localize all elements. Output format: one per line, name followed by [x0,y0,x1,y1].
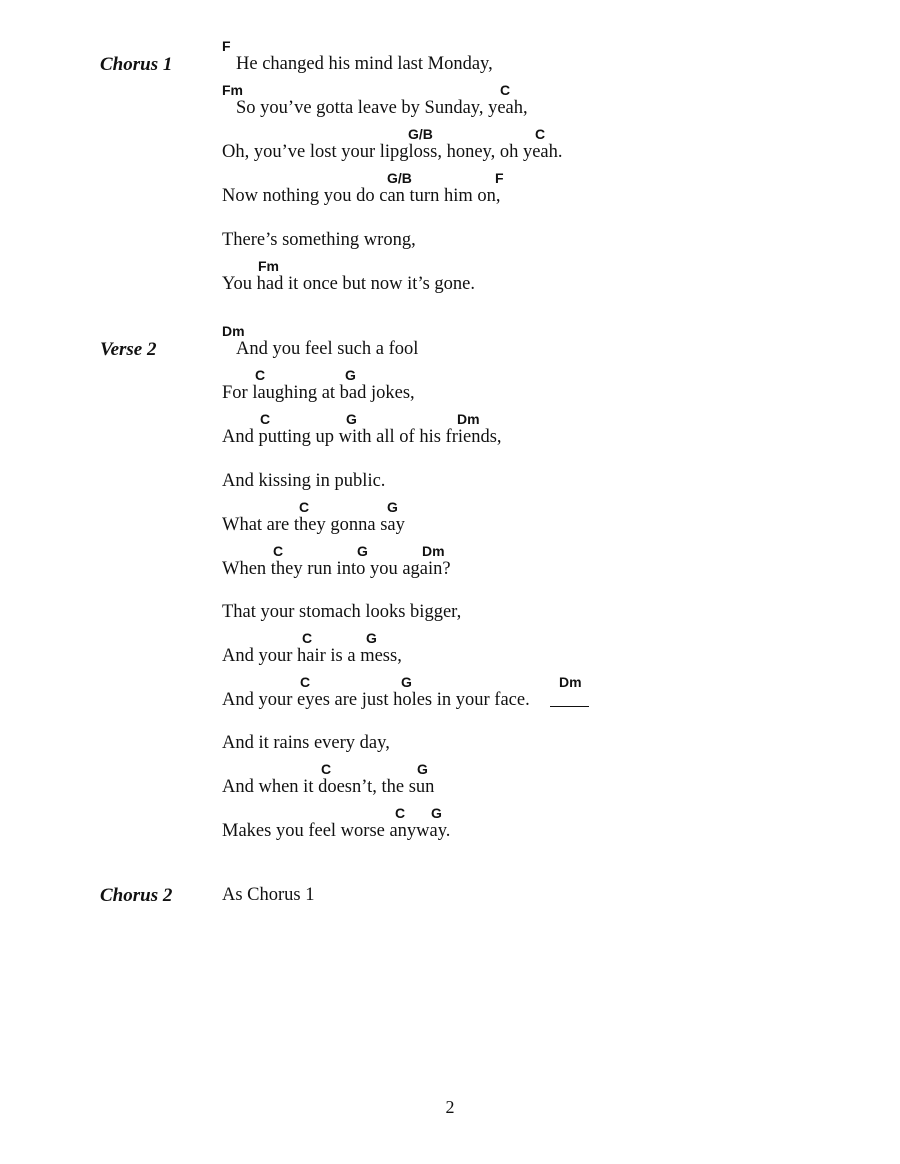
chord: G/B [387,170,412,186]
section-label-verse-2: Verse 2 [100,339,157,360]
lyric-line: And it rains every day, [222,733,390,753]
page-number: 2 [445,1097,455,1117]
chord: F [495,170,504,186]
lyric-line: When they run into you again? [222,559,451,579]
chord: C [299,499,310,515]
chord: C [302,630,313,646]
chord: F [222,38,231,54]
lyric-line: And putting up with all of his friends, [222,427,502,447]
lyric-line: And your eyes are just holes in your face. [222,690,530,710]
lyric-line: Now nothing you do can turn him on, [222,186,501,206]
lyric-line: You had it once but now it’s gone. [222,274,476,294]
section-label-chorus-1: Chorus 1 [100,54,173,75]
chord: Dm [422,543,445,559]
chorus-2-reference: As Chorus 1 [222,885,315,905]
lyric-line: And kissing in public. [222,471,386,491]
chord: C [300,674,311,690]
chord: C [260,411,271,427]
chord: C [395,805,406,821]
section-label-chorus-2: Chorus 2 [100,885,173,906]
chord: G [431,805,442,821]
lyric-line: And your hair is a mess, [222,646,402,666]
chord: G [357,543,368,559]
chord: G/B [408,126,433,142]
lyric-line: What are they gonna say [222,515,405,535]
chord: C [535,126,546,142]
chord: Dm [559,674,582,690]
chord: G [346,411,357,427]
lyric-line: There’s something wrong, [222,230,416,250]
lyric-line: Makes you feel worse anyway. [222,821,451,841]
chord: G [401,674,412,690]
lyric-line: And when it doesn’t, the sun [222,777,435,797]
lyric-line: And you feel such a fool [236,339,419,359]
lyric-line: So you’ve gotta leave by Sunday, yeah, [236,98,528,118]
chord: Dm [222,323,245,339]
chord: G [387,499,398,515]
lyric-line: For laughing at bad jokes, [222,383,415,403]
lyric-line: He changed his mind last Monday, [236,54,493,74]
chord: C [321,761,332,777]
chord: Dm [457,411,480,427]
chord: Fm [258,258,279,274]
chord: C [500,82,511,98]
chord: Fm [222,82,243,98]
chord: G [345,367,356,383]
hold-line [550,706,589,707]
chord: C [273,543,284,559]
lyric-line: Oh, you’ve lost your lipgloss, honey, oh yeah. [222,142,563,162]
lyric-line: That your stomach looks bigger, [222,602,462,622]
chord: G [366,630,377,646]
chord: C [255,367,266,383]
chord: G [417,761,428,777]
